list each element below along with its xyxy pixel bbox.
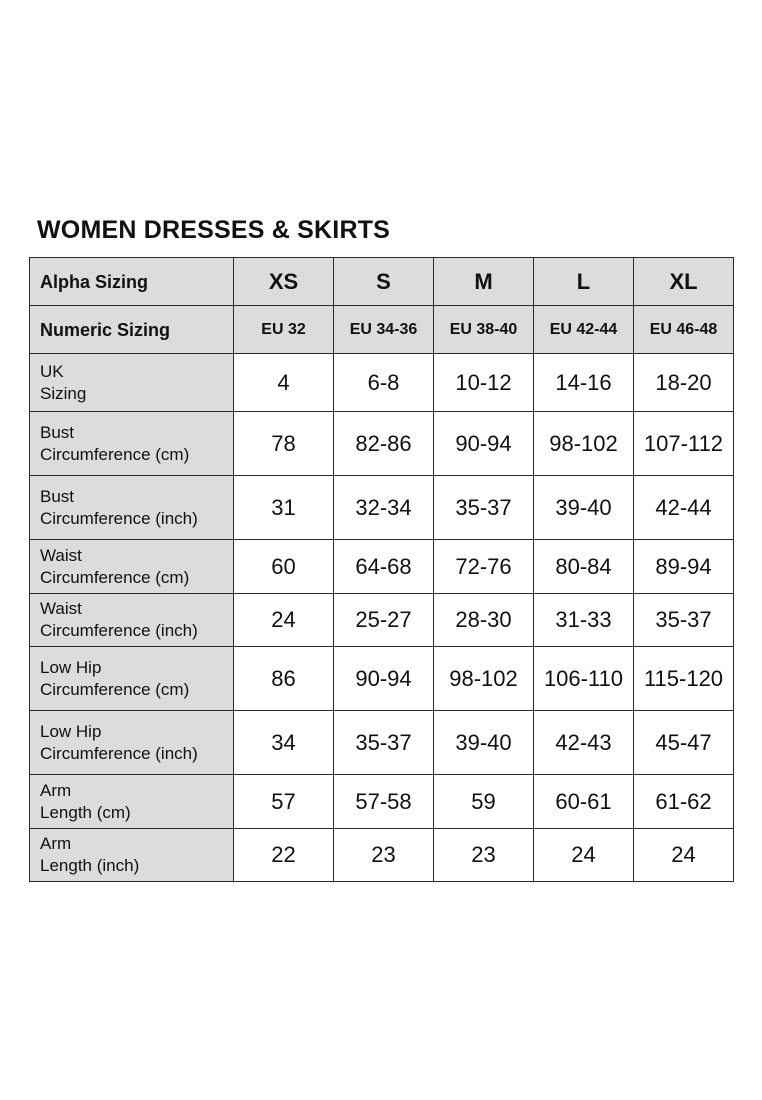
numeric-size-xs: EU 32	[234, 306, 334, 354]
value-cell: 42-44	[634, 476, 734, 540]
row-label: Waist Circumference (inch)	[30, 594, 234, 647]
numeric-size-m: EU 38-40	[434, 306, 534, 354]
value-cell: 90-94	[334, 647, 434, 711]
alpha-size-l: L	[534, 258, 634, 306]
numeric-size-s: EU 34-36	[334, 306, 434, 354]
row-label: Low Hip Circumference (inch)	[30, 711, 234, 775]
table-row	[30, 647, 734, 711]
value-cell: 59	[434, 775, 534, 829]
value-cell: 10-12	[434, 354, 534, 412]
page-title: WOMEN DRESSES & SKIRTS	[37, 216, 391, 244]
row-label: Bust Circumference (cm)	[30, 412, 234, 476]
value-cell: 42-43	[534, 711, 634, 775]
value-cell: 98-102	[534, 412, 634, 476]
alpha-sizing-label: Alpha Sizing	[30, 258, 234, 306]
value-cell: 23	[334, 829, 434, 882]
row-label: Bust Circumference (inch)	[30, 476, 234, 540]
value-cell: 61-62	[634, 775, 734, 829]
table-row	[30, 476, 734, 540]
value-cell: 4	[234, 354, 334, 412]
value-cell: 80-84	[534, 540, 634, 594]
numeric-size-l: EU 42-44	[534, 306, 634, 354]
row-label: Arm Length (inch)	[30, 829, 234, 882]
value-cell: 24	[534, 829, 634, 882]
value-cell: 35-37	[434, 476, 534, 540]
value-cell: 72-76	[434, 540, 534, 594]
value-cell: 64-68	[334, 540, 434, 594]
value-cell: 35-37	[634, 594, 734, 647]
value-cell: 18-20	[634, 354, 734, 412]
value-cell: 22	[234, 829, 334, 882]
value-cell: 82-86	[334, 412, 434, 476]
table-row	[30, 829, 734, 882]
value-cell: 107-112	[634, 412, 734, 476]
value-cell: 25-27	[334, 594, 434, 647]
value-cell: 98-102	[434, 647, 534, 711]
size-chart-table	[29, 257, 734, 882]
value-cell: 78	[234, 412, 334, 476]
alpha-size-s: S	[334, 258, 434, 306]
value-cell: 39-40	[534, 476, 634, 540]
value-cell: 89-94	[634, 540, 734, 594]
alpha-sizing-row	[30, 258, 734, 306]
table-row	[30, 540, 734, 594]
row-label: Arm Length (cm)	[30, 775, 234, 829]
value-cell: 34	[234, 711, 334, 775]
numeric-sizing-label: Numeric Sizing	[30, 306, 234, 354]
numeric-sizing-row	[30, 306, 734, 354]
value-cell: 28-30	[434, 594, 534, 647]
value-cell: 6-8	[334, 354, 434, 412]
value-cell: 39-40	[434, 711, 534, 775]
value-cell: 86	[234, 647, 334, 711]
value-cell: 60	[234, 540, 334, 594]
value-cell: 14-16	[534, 354, 634, 412]
alpha-size-xl: XL	[634, 258, 734, 306]
value-cell: 24	[234, 594, 334, 647]
table-row	[30, 354, 734, 412]
value-cell: 35-37	[334, 711, 434, 775]
table-row	[30, 775, 734, 829]
value-cell: 45-47	[634, 711, 734, 775]
row-label: Low Hip Circumference (cm)	[30, 647, 234, 711]
value-cell: 57	[234, 775, 334, 829]
row-label: Waist Circumference (cm)	[30, 540, 234, 594]
value-cell: 106-110	[534, 647, 634, 711]
value-cell: 31-33	[534, 594, 634, 647]
value-cell: 31	[234, 476, 334, 540]
alpha-size-xs: XS	[234, 258, 334, 306]
value-cell: 32-34	[334, 476, 434, 540]
value-cell: 24	[634, 829, 734, 882]
value-cell: 60-61	[534, 775, 634, 829]
table-row	[30, 412, 734, 476]
value-cell: 23	[434, 829, 534, 882]
value-cell: 57-58	[334, 775, 434, 829]
numeric-size-xl: EU 46-48	[634, 306, 734, 354]
table-row	[30, 594, 734, 647]
table-row	[30, 711, 734, 775]
alpha-size-m: M	[434, 258, 534, 306]
row-label: UK Sizing	[30, 354, 234, 412]
value-cell: 90-94	[434, 412, 534, 476]
value-cell: 115-120	[634, 647, 734, 711]
